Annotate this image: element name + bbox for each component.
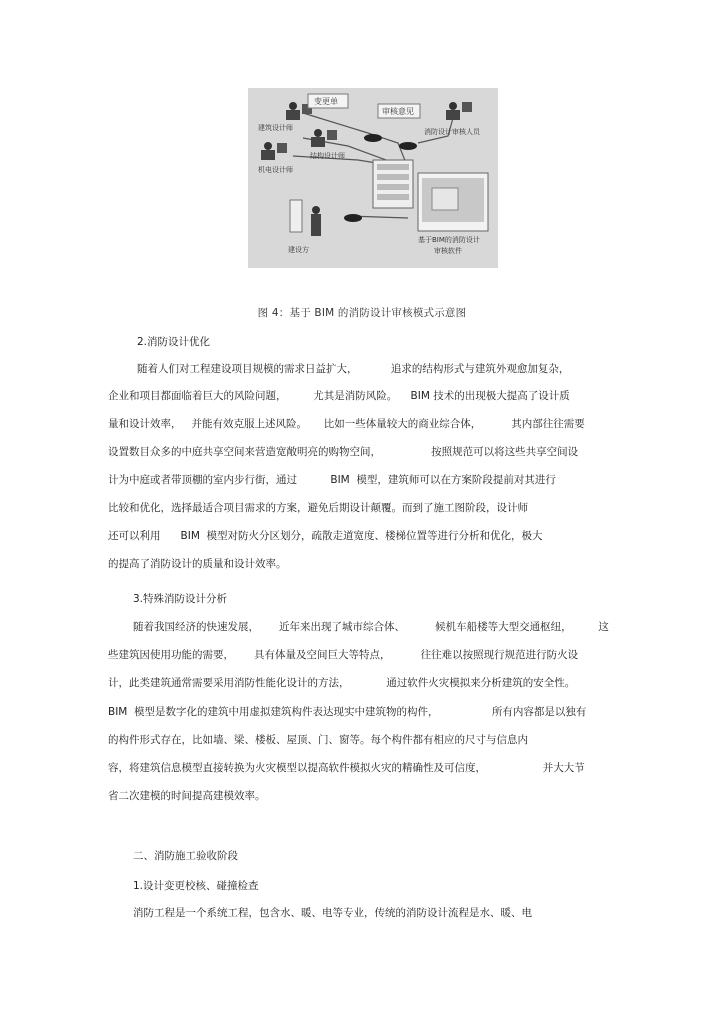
section-heading: 1.设计变更校核、碰撞检查 (133, 880, 259, 892)
bim-review-diagram (248, 88, 498, 268)
router-icon (364, 134, 382, 142)
software-label-line1: 基于BIM的消防设计 (418, 236, 480, 244)
server-rack-icon (373, 160, 413, 208)
paragraph-line: 设置数目众多的中庭共享空间来营造宽敞明亮的购物空间， 按照规范可以将这些共享空间设 (108, 446, 579, 458)
review-opinion-label: 审核意见 (382, 107, 414, 116)
paragraph-line: 比较和优化，选择最适合项目需求的方案，避免后期设计颠覆。而到了施工图阶段，设计师 (108, 502, 528, 514)
paragraph-line: 还可以利用 BIM 模型对防火分区划分，疏散走道宽度、楼梯位置等进行分析和优化，极大 (108, 530, 543, 542)
mep-label: 机电设计师 (258, 166, 293, 174)
paragraph-line: 容，将建筑信息模型直接转换为火灾模型以提高软件模拟火灾的精确性及可信度， 并大大节 (108, 762, 585, 774)
paragraph-line: 随着人们对工程建设项目规模的需求日益扩大， 追求的结构形式与建筑外观愈加复杂， (137, 363, 570, 375)
paragraph-line: 随着我国经济的快速发展， 近年来出现了城市综合体、 候机车船楼等大型交通枢纽， 这 (133, 621, 609, 633)
paragraph-line: 消防工程是一个系统工程，包含水、暖、电等专业，传统的消防设计流程是水、暖、电 (133, 907, 532, 919)
paragraph-line: 些建筑因使用功能的需要， 具有体量及空间巨大等特点， 往往难以按照现行规范进行防火设 (108, 649, 579, 661)
router-icon (399, 142, 417, 150)
paragraph-line: 企业和项目都面临着巨大的风险问题， 尤其是消防风险。 BIM 技术的出现极大提高了设计质 (108, 390, 570, 402)
paragraph-line: 计，此类建筑通常需要采用消防性能化设计的方法， 通过软件火灾模拟来分析建筑的安全性。 (108, 677, 576, 689)
architect-label: 建筑设计师 (258, 124, 293, 132)
paragraph-line: 的提高了消防设计的质量和设计效率。 (108, 558, 287, 570)
paragraph-line: BIM 模型是数字化的建筑中用虚拟建筑构件表达现实中建筑物的构件， 所有内容都是以独有 (108, 706, 587, 718)
software-label-line2: 审核软件 (434, 247, 462, 255)
figure-caption: 图 4：基于 BIM 的消防设计审核模式示意图 (257, 307, 467, 319)
section-heading: 3.特殊消防设计分析 (133, 593, 228, 605)
paragraph-line: 的构件形式存在，比如墙、梁、楼板、屋顶、门、窗等。每个构件都有相应的尺寸与信息内 (108, 734, 528, 746)
owner-label: 建设方 (288, 246, 309, 254)
fire-reviewer-label: 消防设计审核人员 (424, 128, 480, 136)
section-heading: 二、消防施工验收阶段 (133, 850, 238, 862)
change-order-label: 变更单 (314, 97, 338, 106)
structural-label: 结构设计师 (310, 152, 345, 160)
router-icon (344, 214, 362, 222)
software-screen-icon (418, 173, 488, 231)
diagram-svg (248, 88, 498, 268)
section-heading: 2.消防设计优化 (137, 336, 211, 348)
paragraph-line: 量和设计效率， 并能有效克服上述风险。 比如一些体量较大的商业综合体， 其内部往往需要 (108, 418, 585, 430)
paragraph-line: 省二次建模的时间提高建模效率。 (108, 790, 266, 802)
paragraph-line: 计为中庭或者带顶棚的室内步行街，通过 BIM 模型，建筑师可以在方案阶段提前对其进行 (108, 474, 556, 486)
